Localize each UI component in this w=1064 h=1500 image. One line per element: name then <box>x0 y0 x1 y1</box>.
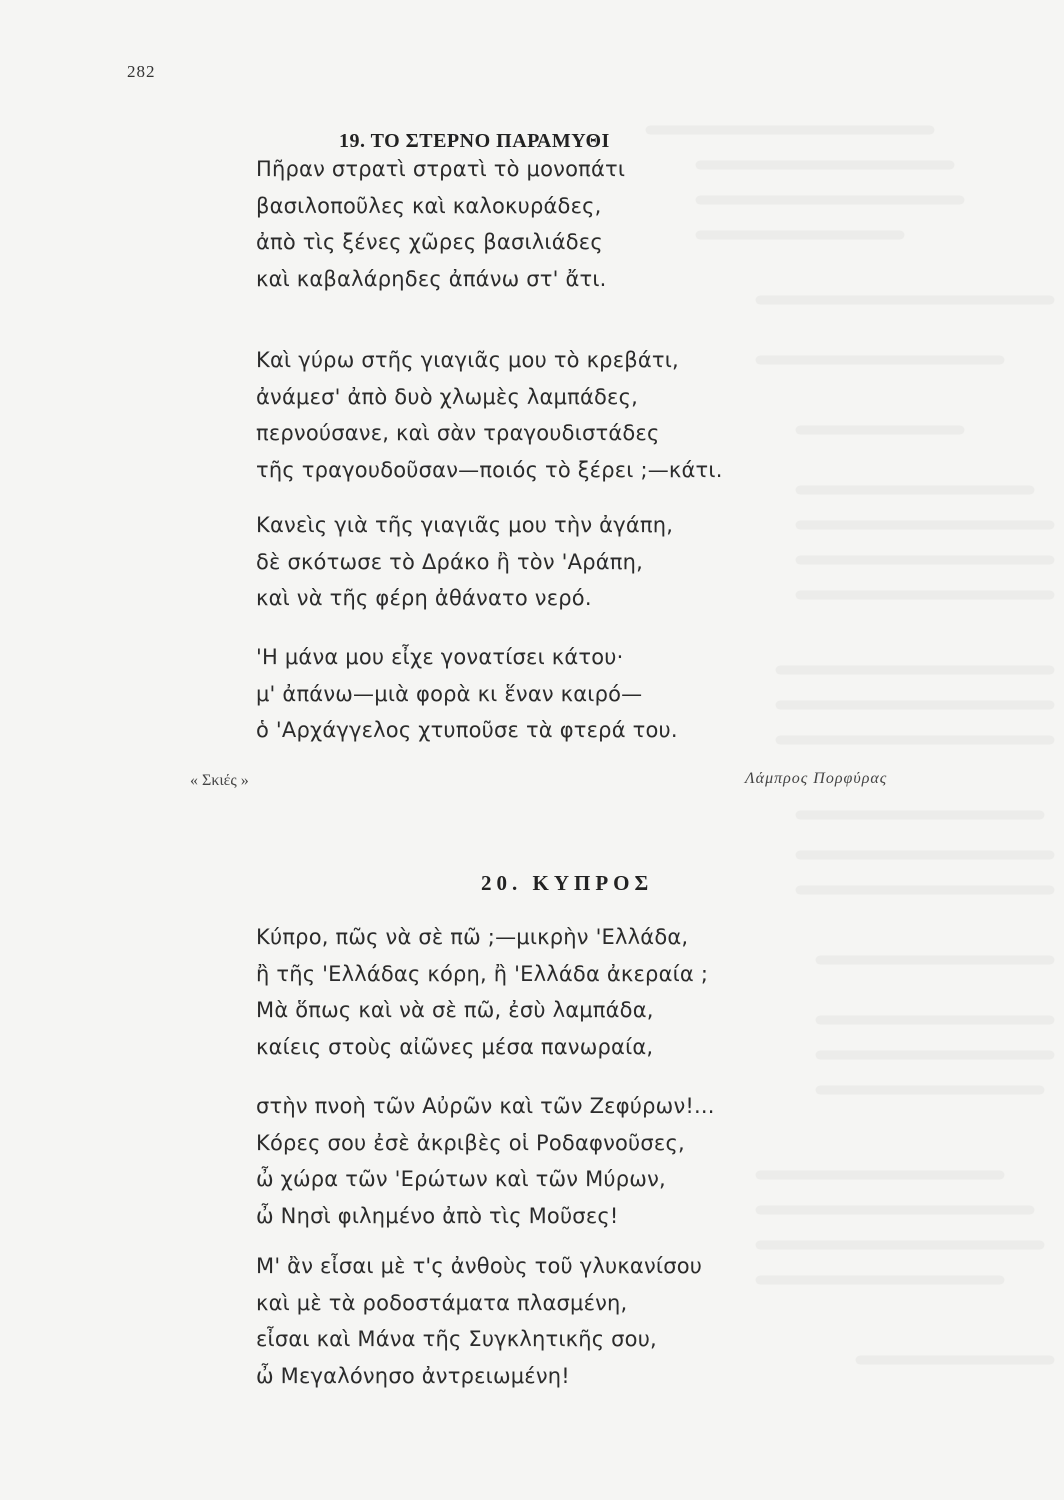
verse-line: 'Η μάνα μου εἶχε γονατίσει κάτου· <box>256 645 624 669</box>
poem-title-19: 19. ΤΟ ΣΤΕΡΝΟ ΠΑΡΑΜΥΘΙ <box>339 130 610 152</box>
poem1-stanza-3 <box>256 507 673 617</box>
verse-line: βασιλοποῦλες καὶ καλοκυράδες, <box>256 193 602 218</box>
poem1-stanza-1 <box>256 151 625 297</box>
poem-title-20: 20. ΚΥΠΡΟΣ <box>481 871 654 895</box>
verse-line: καὶ νὰ τῆς φέρη ἀθάνατο νερό. <box>256 586 592 610</box>
verse-line: στὴν πνοὴ τῶν Αὐρῶν καὶ τῶν Ζεφύρων!... <box>256 1094 715 1118</box>
poem2-stanza-2 <box>256 1088 715 1234</box>
verse-line: Μ' ἂν εἶσαι μὲ τ'ς ἀνθοὺς τοῦ γλυκανίσου <box>256 1254 703 1278</box>
verse-line: Πῆραν στρατὶ στρατὶ τὸ μονοπάτι <box>256 157 626 181</box>
page-number: 282 <box>127 62 156 81</box>
verse-line: καὶ καβαλάρηδες ἀπάνω στ' ἄτι. <box>256 266 607 291</box>
verse-line: Κόρες σου ἐσὲ ἀκριβὲς οἱ Ροδαφνοῦσες, <box>256 1130 685 1155</box>
poem1-stanza-4 <box>256 639 678 749</box>
verse-line: ἢ τῆς 'Ελλάδας κόρη, ἢ 'Ελλάδα ἀκεραία ; <box>256 961 709 986</box>
verse-line: ἀνάμεσ' ἀπὸ δυὸ χλωμὲς λαμπάδες, <box>256 384 638 409</box>
verse-line: ὦ χώρα τῶν 'Ερώτων καὶ τῶν Μύρων, <box>256 1167 666 1191</box>
poem1-stanza-2 <box>256 342 723 488</box>
verse-line: Καὶ γύρω στῆς γιαγιᾶς μου τὸ κρεβάτι, <box>256 348 679 372</box>
verse-line: δὲ σκότωσε τὸ Δράκο ἢ τὸν 'Αράπη, <box>256 549 643 574</box>
verse-line: καὶ μὲ τὰ ροδοστάματα πλασμένη, <box>256 1290 628 1315</box>
poem2-stanza-3 <box>256 1248 702 1394</box>
verse-line: καίεις στοὺς αἰῶνες μέσα πανωραία, <box>256 1034 654 1059</box>
poem1-source: « Σκιές » <box>190 772 249 789</box>
verse-line: Κύπρο, πῶς νὰ σὲ πῶ ;—μικρὴν 'Ελλάδα, <box>256 925 689 949</box>
verse-line: τῆς τραγουδοῦσαν—ποιός τὸ ξέρει ;—κάτι. <box>256 457 723 482</box>
verse-line: εἶσαι καὶ Μάνα τῆς Συγκλητικῆς σου, <box>256 1327 657 1351</box>
verse-line: μ' ἀπάνω—μιὰ φορὰ κι ἕναν καιρό— <box>256 681 643 706</box>
verse-line: ὦ Νησὶ φιλημένο ἀπὸ τὶς Μοῦσες! <box>256 1203 619 1228</box>
verse-line: Μὰ ὅπως καὶ νὰ σὲ πῶ, ἐσὺ λαμπάδα, <box>256 998 654 1022</box>
verse-line: περνούσανε, καὶ σὰν τραγουδιστάδες <box>256 421 660 445</box>
verse-line: ἀπὸ τὶς ξένες χῶρες βασιλιάδες <box>256 230 603 254</box>
poem1-author: Λάμπρος Πορφύρας <box>745 770 888 787</box>
verse-line: Κανεὶς γιὰ τῆς γιαγιᾶς μου τὴν ἀγάπη, <box>256 513 674 537</box>
verse-line: ὦ Μεγαλόνησο ἀντρειωμένη! <box>256 1363 570 1388</box>
poem2-stanza-1 <box>256 919 708 1065</box>
verse-line: ὁ 'Αρχάγγελος χτυποῦσε τὰ φτερά του. <box>256 718 678 742</box>
